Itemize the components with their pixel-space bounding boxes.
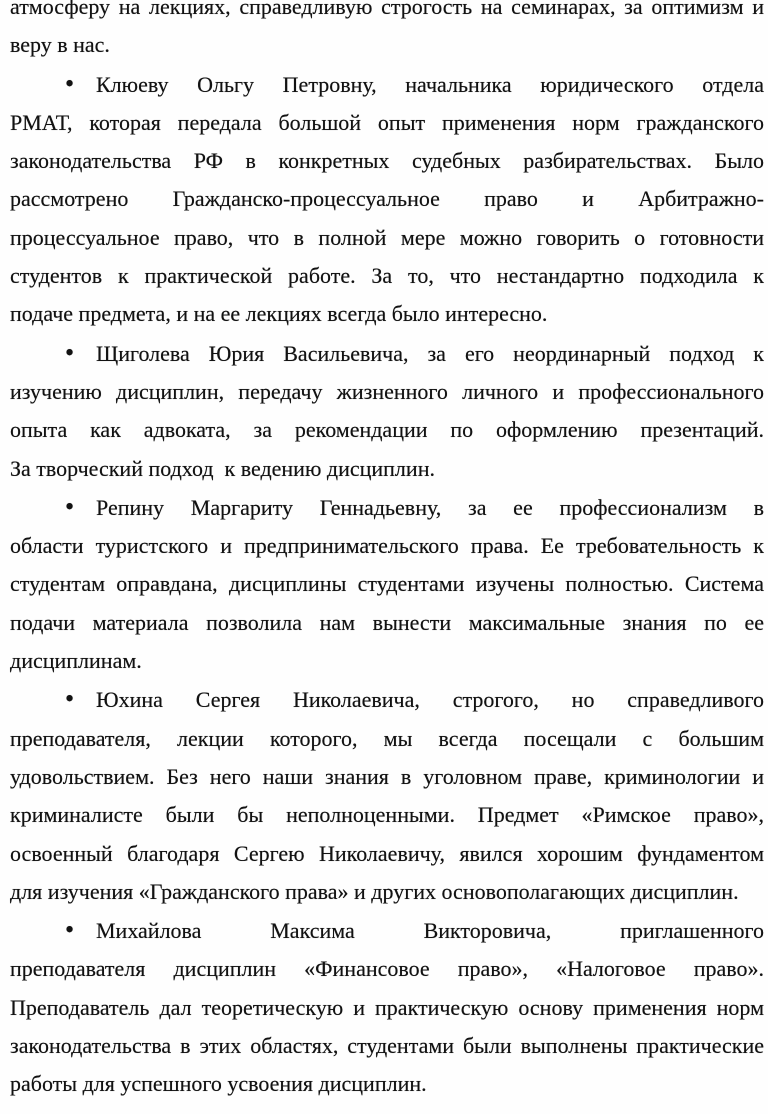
paragraph bbox=[10, 65, 764, 334]
text-line: За творческий подход к ведению дисциплин. bbox=[10, 455, 435, 481]
text-line: освоенный благодаря Сергею Николаевичу, явился хорошим фундаментом bbox=[10, 840, 764, 866]
text-line: изучению дисциплин, передачу жизненного личного и профессионального bbox=[10, 378, 764, 404]
text-line: • Юхина Сергея Николаевича, строгого, но справедливого bbox=[10, 680, 764, 719]
bullet-icon: • bbox=[65, 684, 75, 714]
text-line: подаче предмета, и на ее лекциях всегда было интересно. bbox=[10, 301, 548, 327]
text-line: подачи материала позволила нам вынести максимальные знания по ее bbox=[10, 609, 764, 635]
document-text bbox=[10, 0, 764, 1104]
text-line: • Клюеву Ольгу Петровну, начальника юридического отдела bbox=[10, 65, 764, 104]
bullet-icon: • bbox=[65, 68, 75, 98]
bullet-icon: • bbox=[65, 915, 75, 945]
text-line: преподавателя дисциплин «Финансовое право», «Налоговое право». bbox=[10, 956, 764, 982]
paragraph bbox=[10, 334, 764, 488]
text-line: области туристского и предпринимательского права. Ее требовательность к bbox=[10, 533, 764, 559]
text-line: работы для успешного усвоения дисциплин. bbox=[10, 1071, 427, 1097]
paragraph bbox=[10, 0, 764, 65]
text-line: рассмотрено Гражданско-процессуальное право и Арбитражно- bbox=[10, 186, 764, 212]
text-line: Преподаватель дал теоретическую и практическую основу применения норм bbox=[10, 994, 764, 1020]
paragraph bbox=[10, 488, 764, 680]
text-line: • Репину Маргариту Геннадьевну, за ее профессионализм в bbox=[10, 488, 764, 527]
text-line: • Михайлова Максима Викторовича, приглашенного bbox=[10, 911, 764, 950]
text-line: дисциплинам. bbox=[10, 648, 142, 674]
paragraph bbox=[10, 680, 764, 911]
text-line: законодательства РФ в конкретных судебных разбирательствах. Было bbox=[10, 148, 764, 174]
text-line: законодательства в этих областях, студентами были выполнены практические bbox=[10, 1033, 764, 1059]
text-line: криминалисте были бы неполноценными. Предмет «Римское право», bbox=[10, 802, 764, 828]
text-line: опыта как адвоката, за рекомендации по оформлению презентаций. bbox=[10, 417, 764, 443]
text-line: для изучения «Гражданского права» и других основополагающих дисциплин. bbox=[10, 878, 739, 904]
text-line: веру в нас. bbox=[10, 32, 110, 58]
bullet-icon: • bbox=[65, 491, 75, 521]
bullet-icon: • bbox=[65, 337, 75, 367]
text-line: студентов к практической работе. За то, что нестандартно подходила к bbox=[10, 263, 764, 289]
text-line: преподавателя, лекции которого, мы всегда посещали с большим bbox=[10, 725, 764, 751]
text-line: процессуальное право, что в полной мере можно говорить о готовности bbox=[10, 224, 764, 250]
text-line: • Щиголева Юрия Васильевича, за его неординарный подход к bbox=[10, 334, 764, 373]
paragraph bbox=[10, 911, 764, 1103]
text-line: студентам оправдана, дисциплины студентами изучены полностью. Система bbox=[10, 571, 764, 597]
text-line: РМАТ, которая передала большой опыт применения норм гражданского bbox=[10, 109, 764, 135]
text-line: атмосферу на лекциях, справедливую строгость на семинарах, за оптимизм и bbox=[10, 0, 764, 19]
text-line: удовольствием. Без него наши знания в уголовном праве, криминологии и bbox=[10, 763, 764, 789]
